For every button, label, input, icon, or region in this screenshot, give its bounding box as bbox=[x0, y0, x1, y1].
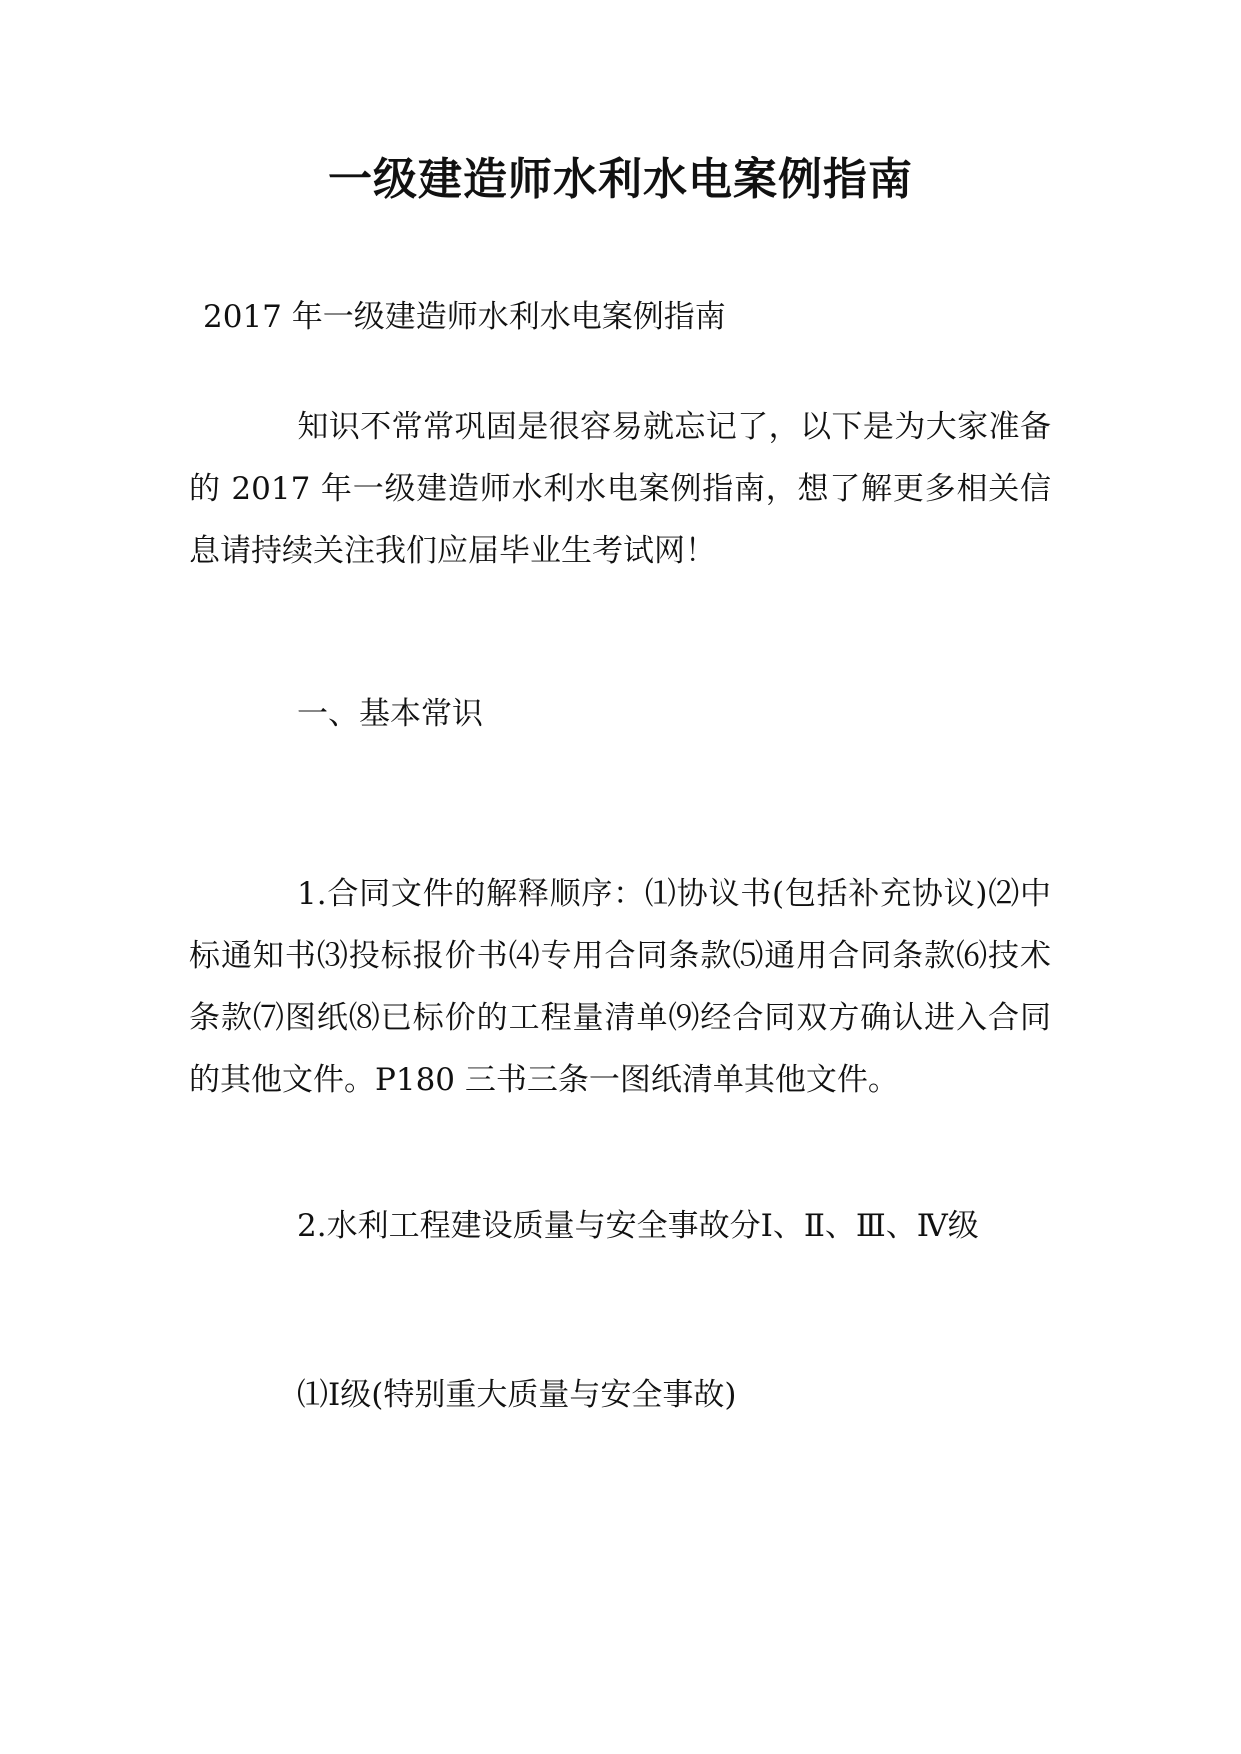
item-1-paragraph bbox=[189, 863, 1051, 1111]
item-2-text: 2.水利工程建设质量与安全事故分Ⅰ、Ⅱ、Ⅲ、Ⅳ级 bbox=[297, 1208, 979, 1244]
section-heading: 一、基本常识 bbox=[297, 696, 483, 732]
item-2-sub-1-text: ⑴Ⅰ级(特别重大质量与安全事故) bbox=[297, 1377, 737, 1413]
item-1-text: 1.合同文件的解释顺序：⑴协议书(包括补充协议)⑵中标通知书⑶投标报价书⑷专用合同条款⑸通用合同条款⑹技术条款⑺图纸⑻已标价的工程量清单⑼经合同双方确认进入合同的其他文件。P180 三书三条一图纸清单其他文件。 bbox=[189, 876, 1051, 1098]
intro-text: 知识不常常巩固是很容易就忘记了，以下是为大家准备的 2017 年一级建造师水利水电案例指南，想了解更多相关信息请持续关注我们应届毕业生考试网！ bbox=[189, 409, 1051, 569]
document-title: 一级建造师水利水电案例指南 bbox=[328, 154, 913, 205]
document-subtitle: 2017 年一级建造师水利水电案例指南 bbox=[203, 299, 726, 335]
intro-paragraph bbox=[189, 396, 1051, 582]
